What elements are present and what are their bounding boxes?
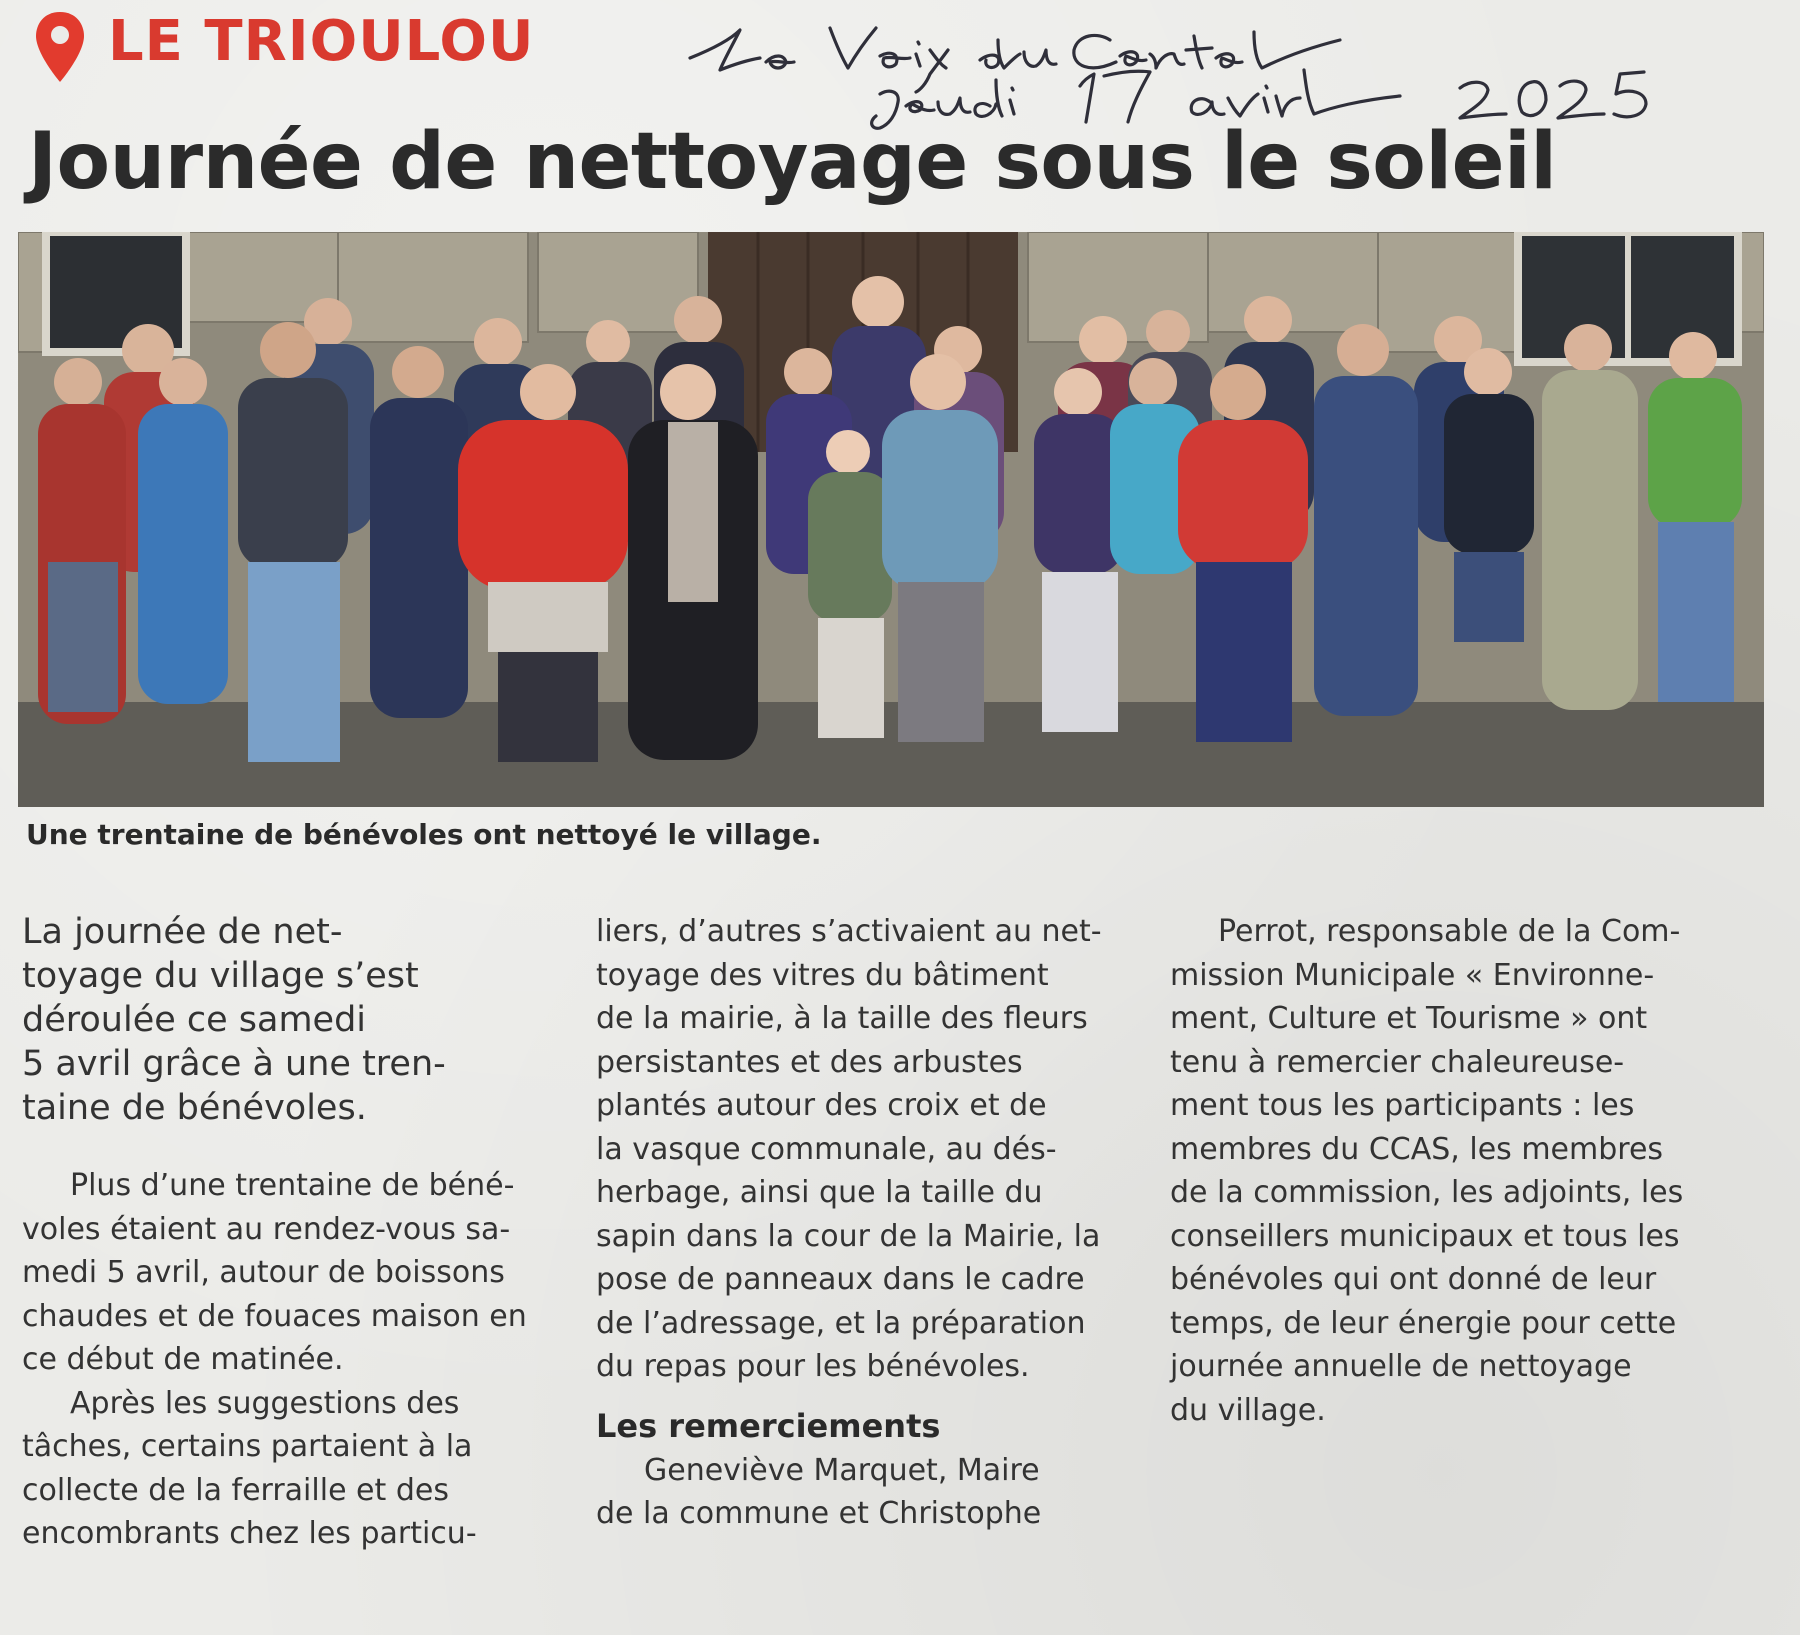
article-headline: Journée de nettoyage sous le soleil [28, 117, 1557, 207]
section-label: LE TRIOULOU [108, 9, 535, 74]
photo-caption: Une trentaine de bénévoles ont nettoyé le village. [26, 818, 822, 851]
body-line: collecte de la ferraille et des [22, 1472, 449, 1508]
body-line: Plus d’une trentaine de béné- [70, 1168, 515, 1203]
body-line: voles étaient au rendez-vous sa- [22, 1211, 511, 1247]
body-line: de l’adressage, et la préparation [596, 1305, 1086, 1341]
body-line: de la commune et Christophe [596, 1496, 1042, 1531]
article-column-1 [22, 910, 552, 1556]
body-line: ment tous les participants : les [1170, 1088, 1635, 1123]
body-line: pose de panneaux dans le cadre [596, 1262, 1085, 1297]
body-line: encombrants chez les particu- [22, 1516, 477, 1551]
body-line: toyage des vitres du bâtiment [596, 957, 1049, 993]
subheading: Les remerciements [596, 1406, 941, 1445]
body-line: ment, Culture et Tourisme » ont [1170, 1001, 1648, 1036]
body-line: Perrot, responsable de la Com- [1218, 914, 1681, 949]
body-line: membres du CCAS, les membres [1170, 1131, 1664, 1167]
body-line: chaudes et de fouaces maison en [22, 1298, 527, 1334]
article-lede [22, 910, 552, 1130]
body-line: de la commission, les adjoints, les [1170, 1175, 1684, 1210]
lede-line: toyage du village s’est [22, 956, 419, 996]
body-line: liers, d’autres s’activaient au net- [596, 914, 1102, 949]
body-line: temps, de leur énergie pour cette [1170, 1305, 1677, 1341]
body-line: Après les suggestions des [70, 1385, 460, 1421]
lede-line: 5 avril grâce à une tren- [22, 1044, 446, 1084]
lede-line: La journée de net- [22, 912, 343, 952]
body-line: plantés autour des croix et de [596, 1088, 1047, 1123]
body-line: du village. [1170, 1392, 1326, 1428]
body-line: persistantes et des arbustes [596, 1044, 1023, 1080]
body-line: tenu à remercier chaleureuse- [1170, 1044, 1625, 1080]
body-line: sapin dans la cour de la Mairie, la [596, 1218, 1101, 1254]
article-column-3 [1170, 910, 1710, 1432]
body-line: medi 5 avril, autour de boissons [22, 1255, 505, 1290]
lede-line: taine de bénévoles. [22, 1088, 367, 1128]
location-pin-icon [30, 8, 90, 88]
body-line: de la mairie, à la taille des fleurs [596, 1001, 1088, 1036]
body-line: du repas pour les bénévoles. [596, 1349, 1030, 1384]
lede-line: déroulée ce samedi [22, 1000, 367, 1040]
body-line: conseillers municipaux et tous les [1170, 1218, 1680, 1254]
body-line: mission Municipale « Environne- [1170, 957, 1655, 993]
body-line: bénévoles qui ont donné de leur [1170, 1262, 1657, 1297]
body-line: la vasque communale, au dés- [596, 1131, 1057, 1167]
body-line: ce début de matinée. [22, 1342, 344, 1377]
body-line: tâches, certains partaient à la [22, 1429, 473, 1464]
body-line: Geneviève Marquet, Maire [644, 1452, 1040, 1488]
body-line: herbage, ainsi que la taille du [596, 1175, 1043, 1210]
body-line: journée annuelle de nettoyage [1170, 1349, 1632, 1384]
group-photo [18, 232, 1764, 807]
article-column-2 [596, 910, 1136, 1536]
